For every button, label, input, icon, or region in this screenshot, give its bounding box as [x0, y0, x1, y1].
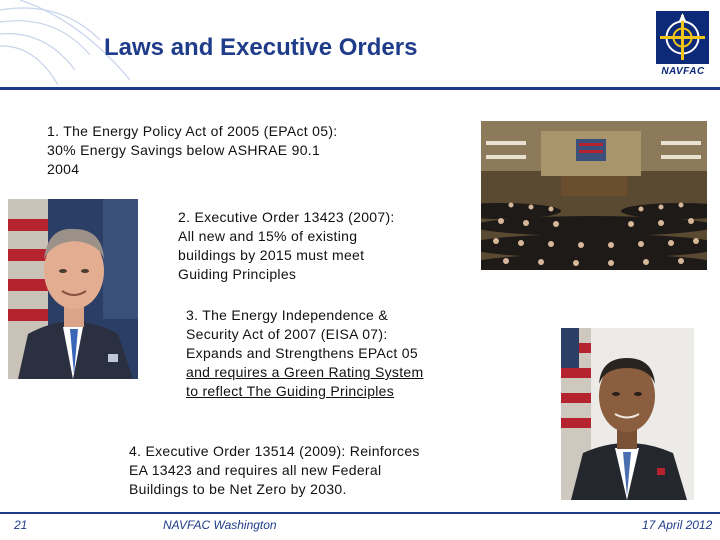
item-line-underlined: and requires a Green Rating System — [186, 364, 424, 380]
item-line: Guiding Principles — [178, 266, 297, 282]
item-line: 4. Executive Order 13514 (2009): Reinforces — [129, 443, 420, 459]
title-divider — [0, 87, 720, 90]
item-line: 2. Executive Order 13423 (2007): — [178, 209, 395, 225]
portrait-photo-left — [8, 199, 138, 379]
item-line: All new and 15% of existing — [178, 228, 358, 244]
item-line: Expands and Strengthens EPAct 05 — [186, 345, 418, 361]
item-executive-order-13514 — [129, 442, 489, 499]
item-line: Security Act of 2007 (EISA 07): — [186, 326, 388, 342]
item-line-underlined: to reflect The Guiding Principles — [186, 383, 395, 399]
item-executive-order-13423 — [178, 208, 448, 284]
item-line: 30% Energy Savings below ASHRAE 90.1 — [47, 142, 321, 158]
slide-title: Laws and Executive Orders — [104, 34, 418, 61]
item-line: Buildings to be Net Zero by 2030. — [129, 481, 347, 497]
logo-emblem — [656, 11, 709, 64]
item-line: 1. The Energy Policy Act of 2005 (EPAct 05): — [47, 123, 338, 139]
item-line: 3. The Energy Independence & — [186, 307, 388, 323]
item-line: 2004 — [47, 161, 80, 177]
navfac-logo — [653, 11, 713, 77]
item-eisa-07 — [186, 306, 486, 401]
portrait-photo-right — [561, 328, 694, 500]
congress-chamber-photo — [481, 121, 707, 270]
footer-organization: NAVFAC Washington — [163, 518, 277, 532]
page-number: 21 — [14, 518, 28, 532]
item-energy-policy-act — [47, 122, 407, 179]
logo-text: NAVFAC — [661, 66, 705, 77]
item-line: buildings by 2015 must meet — [178, 247, 365, 263]
item-line: EA 13423 and requires all new Federal — [129, 462, 382, 478]
footer-divider — [0, 512, 720, 514]
footer-date: 17 April 2012 — [642, 518, 713, 532]
